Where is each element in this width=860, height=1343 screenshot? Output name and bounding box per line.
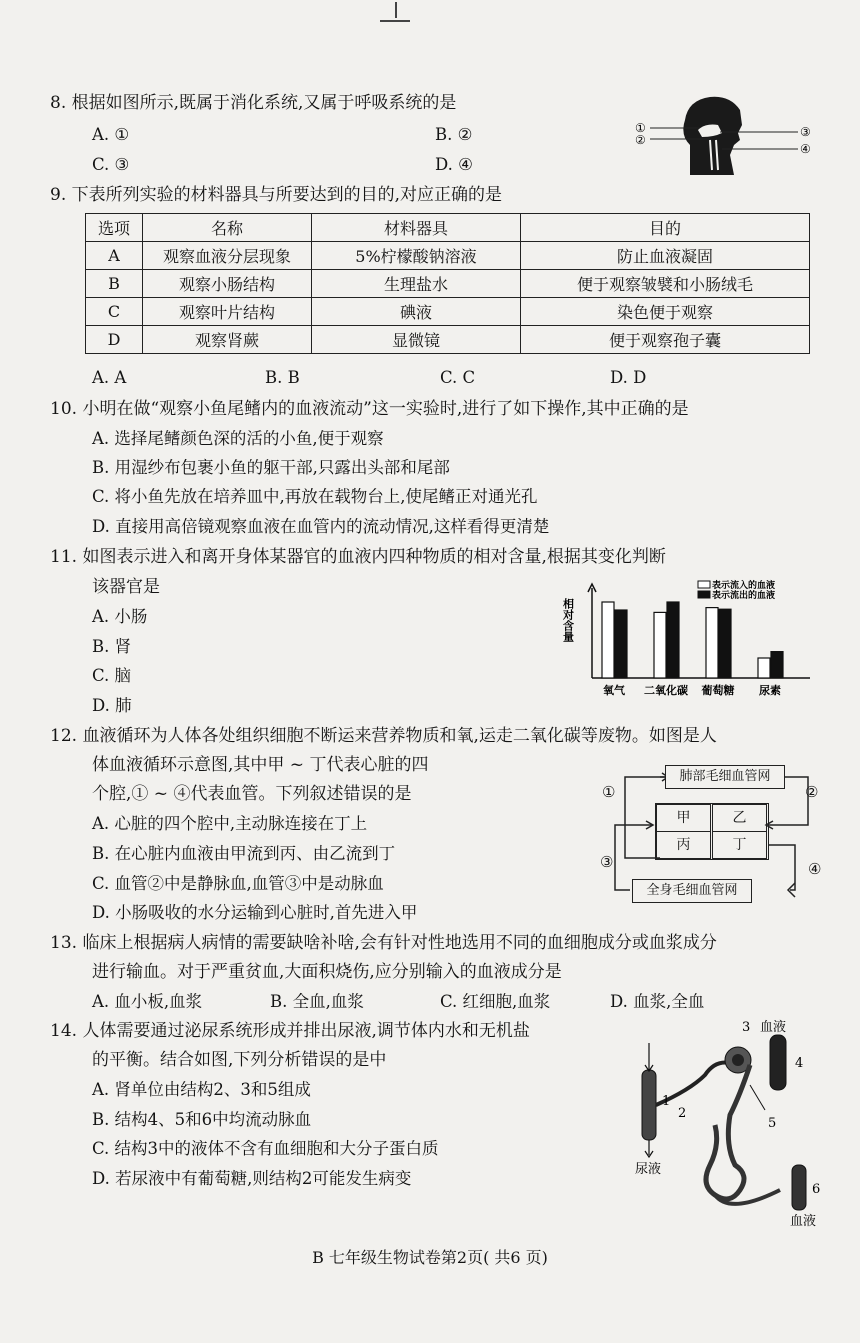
q13-option-c[interactable]: C. 红细胞,血浆	[440, 992, 551, 1011]
q13-option-d[interactable]: D. 血浆,全血	[610, 992, 705, 1011]
bar-in-3	[758, 658, 770, 678]
table-cell: 观察肾蕨	[143, 326, 312, 354]
q8-option-b[interactable]: B. ②	[435, 125, 473, 144]
q11-bar-chart	[560, 578, 830, 700]
q10-stem: 10. 小明在做“观察小鱼尾鳍内的血液流动”这一实验时,进行了如下操作,其中正确的是	[50, 399, 689, 419]
table-row	[86, 242, 810, 270]
q9-option-c[interactable]: C. C	[440, 368, 476, 387]
bar-out-0	[615, 610, 627, 678]
table-cell: 观察小肠结构	[143, 270, 312, 298]
table-cell: 碘液	[312, 298, 521, 326]
legend-swatch-out	[698, 591, 710, 598]
q12-option-c[interactable]: C. 血管②中是静脉血,血管③中是动脉血	[92, 874, 384, 893]
table-cell: B	[86, 270, 143, 298]
chart-ylabel: 相对含量	[561, 598, 575, 642]
q12-option-d[interactable]: D. 小肠吸收的水分运输到心脏时,首先进入甲	[92, 903, 418, 922]
q10-option-a[interactable]: A. 选择尾鳍颜色深的活的小鱼,便于观察	[92, 429, 384, 448]
table-cell: C	[86, 298, 143, 326]
table-cell: 便于观察孢子囊	[521, 326, 810, 354]
vessel-label-2: ②	[805, 783, 819, 801]
q12-option-a[interactable]: A. 心脏的四个腔中,主动脉连接在丁上	[92, 814, 368, 833]
q12-stem-line2: 体血液循环示意图,其中甲 ~ 丁代表心脏的四	[92, 755, 429, 775]
q11-option-a[interactable]: A. 小肠	[92, 607, 148, 626]
q10-option-b[interactable]: B. 用湿纱布包裹小鱼的躯干部,只露出头部和尾部	[92, 458, 450, 477]
q11-option-c[interactable]: C. 脑	[92, 666, 132, 685]
q14-num-1: 1	[662, 1094, 671, 1109]
bar-out-3	[771, 652, 783, 678]
q8-label-1: ①	[635, 121, 646, 135]
table-cell: 显微镜	[312, 326, 521, 354]
q9-table	[85, 213, 810, 354]
vessel-label-1: ①	[602, 783, 616, 801]
q14-nephron-figure	[630, 1015, 830, 1230]
q14-option-c[interactable]: C. 结构3中的液体不含有血细胞和大分子蛋白质	[92, 1139, 439, 1158]
chamber-ding: 丁	[712, 831, 767, 859]
table-cell: 5%柠檬酸钠溶液	[312, 242, 521, 270]
table-cell: 染色便于观察	[521, 298, 810, 326]
table-header: 名称	[143, 214, 312, 242]
lung-capillary-box: 肺部毛细血管网	[665, 765, 785, 789]
q13-stem-line1: 13. 临床上根据病人病情的需要缺啥补啥,会有针对性地选用不同的血细胞成分或血浆成分	[50, 933, 717, 953]
q12-option-b[interactable]: B. 在心脏内血液由甲流到丙、由乙流到丁	[92, 844, 396, 863]
legend-label-in: 表示流入的血液	[712, 581, 776, 591]
q14-num-3: 3	[742, 1020, 751, 1035]
q9-option-b[interactable]: B. B	[265, 368, 300, 387]
q14-num-6: 6	[812, 1182, 821, 1197]
q14-option-b[interactable]: B. 结构4、5和6中均流动脉血	[92, 1110, 312, 1129]
table-header: 选项	[86, 214, 143, 242]
table-row	[86, 298, 810, 326]
q8-option-d[interactable]: D. ④	[435, 155, 473, 174]
table-cell: 观察叶片结构	[143, 298, 312, 326]
table-cell: 便于观察皱襞和小肠绒毛	[521, 270, 810, 298]
q8-head-figure	[630, 85, 820, 180]
q10-option-d[interactable]: D. 直接用高倍镜观察血液在血管内的流动情况,这样看得更清楚	[92, 517, 550, 536]
q14-urine: 尿液	[635, 1162, 662, 1177]
table-row	[86, 270, 810, 298]
bar-out-1	[667, 602, 679, 678]
q8-stem: 8. 根据如图所示,既属于消化系统,又属于呼吸系统的是	[50, 93, 457, 113]
q9-option-a[interactable]: A. A	[92, 368, 127, 387]
q9-option-d[interactable]: D. D	[610, 368, 647, 387]
q12-stem-line1: 12. 血液循环为人体各处组织细胞不断运来营养物质和氧,运走二氧化碳等废物。如图是人	[50, 726, 717, 746]
bar-out-2	[719, 609, 731, 678]
table-row	[86, 326, 810, 354]
q8-label-2: ②	[635, 133, 646, 147]
q14-num-5: 5	[768, 1116, 777, 1131]
page-footer: B 七年级生物试卷第2页( 共6 页)	[312, 1248, 548, 1267]
q14-blood-top: 血液	[760, 1020, 787, 1035]
x-tick-label: 氧气	[603, 684, 625, 697]
x-tick-label: 葡萄糖	[701, 684, 735, 697]
legend-swatch-in	[698, 581, 710, 588]
vessel-label-4: ④	[808, 860, 822, 878]
q13-stem-line2: 进行输血。对于严重贫血,大面积烧伤,应分别输入的血液成分是	[92, 962, 562, 982]
q14-option-a[interactable]: A. 肾单位由结构2、3和5组成	[92, 1080, 311, 1099]
q13-option-a[interactable]: A. 血小板,血浆	[92, 992, 203, 1011]
q12-circulation-diagram	[600, 755, 830, 915]
q14-stem-line2: 的平衡。结合如图,下列分析错误的是中	[92, 1050, 387, 1070]
q13-option-b[interactable]: B. 全血,血浆	[270, 992, 364, 1011]
bar-in-2	[706, 608, 718, 678]
q8-option-a[interactable]: A. ①	[92, 125, 130, 144]
q14-blood-bottom: 血液	[790, 1214, 817, 1229]
x-tick-label: 尿素	[759, 684, 781, 697]
table-cell: D	[86, 326, 143, 354]
legend-label-out: 表示流出的血液	[712, 591, 776, 601]
chamber-jia: 甲	[656, 804, 711, 832]
table-header: 目的	[521, 214, 810, 242]
q8-label-3: ③	[800, 125, 811, 139]
bar-in-1	[654, 612, 666, 678]
chamber-yi: 乙	[712, 804, 767, 832]
table-header: 材料器具	[312, 214, 521, 242]
x-tick-label: 二氧化碳	[644, 684, 688, 697]
q12-stem-line3: 个腔,① ~ ④代表血管。下列叙述错误的是	[92, 784, 412, 804]
q11-option-b[interactable]: B. 肾	[92, 637, 132, 656]
q11-option-d[interactable]: D. 肺	[92, 696, 132, 715]
body-capillary-box: 全身毛细血管网	[632, 879, 752, 903]
q11-stem-line2: 该器官是	[92, 577, 160, 597]
q8-label-4: ④	[800, 142, 811, 156]
table-header-row	[86, 214, 810, 242]
chamber-bing: 丙	[656, 831, 711, 859]
bar-in-0	[602, 602, 614, 678]
q14-stem-line1: 14. 人体需要通过泌尿系统形成并排出尿液,调节体内水和无机盐	[50, 1021, 530, 1041]
table-cell: 防止血液凝固	[521, 242, 810, 270]
table-cell: A	[86, 242, 143, 270]
heart-box	[655, 803, 769, 860]
q8-option-c[interactable]: C. ③	[92, 155, 130, 174]
q10-option-c[interactable]: C. 将小鱼先放在培养皿中,再放在载物台上,使尾鳍正对通光孔	[92, 487, 538, 506]
vessel-label-3: ③	[600, 853, 614, 871]
q9-stem: 9. 下表所列实验的材料器具与所要达到的目的,对应正确的是	[50, 185, 503, 205]
q11-stem-line1: 11. 如图表示进入和离开身体某器官的血液内四种物质的相对含量,根据其变化判断	[50, 547, 666, 567]
q14-option-d[interactable]: D. 若尿液中有葡萄糖,则结构2可能发生病变	[92, 1169, 412, 1188]
table-cell: 观察血液分层现象	[143, 242, 312, 270]
q14-num-2: 2	[678, 1106, 687, 1121]
binding-tick	[395, 2, 397, 18]
q14-num-4: 4	[795, 1056, 804, 1071]
table-cell: 生理盐水	[312, 270, 521, 298]
